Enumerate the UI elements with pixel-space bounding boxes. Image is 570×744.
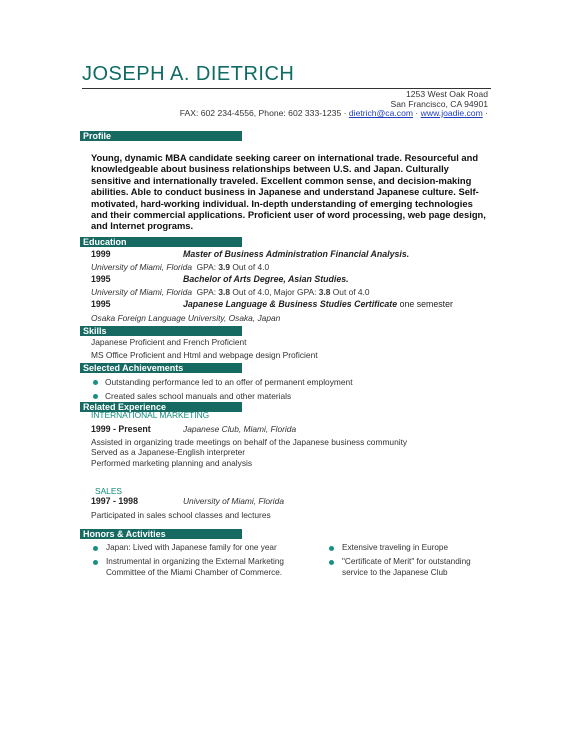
bullet-icon: [93, 560, 98, 565]
education-school: University of Miami, Florida GPA: 3.9 Out of 4.0: [91, 262, 270, 272]
website-link[interactable]: www.joadie.com: [420, 108, 483, 118]
email-link[interactable]: dietrich@ca.com: [348, 108, 414, 118]
experience-org: University of Miami, Florida: [183, 496, 284, 506]
experience-org: Japanese Club, Miami, Florida: [183, 424, 297, 434]
profile-summary: Young, dynamic MBA candidate seeking career on international trade. Resourceful and knowledgeable about business relationships between U.S. and Japan. Culturally sensitive and internationally traveled. Excellent common sense, and decision-making abilities. Able to conduct business in Japanese and understand Japanese culture. Self-motivated, hard-working individual. In-depth understanding of emerging technologies and their commercial applications. Proficient user of word processing, web page design, and Internet programs.: [91, 152, 486, 232]
achievement-item: Outstanding performance led to an offer of permanent employment: [93, 377, 353, 387]
phone-fax: FAX: 602 234-4556, Phone: 602 333-1235: [179, 108, 342, 118]
section-header-achievements: Selected Achievements: [80, 363, 242, 373]
honor-item: Japan: Lived with Japanese family for one year: [93, 543, 313, 554]
education-degree: Japanese Language & Business Studies Certificate one semester: [183, 299, 453, 309]
education-degree: Bachelor of Arts Degree, Asian Studies.: [183, 274, 349, 284]
section-header-education: Education: [80, 237, 242, 247]
experience-detail: Performed marketing planning and analysis: [91, 458, 253, 468]
section-header-skills: Skills: [80, 326, 242, 336]
contact-line: FAX: 602 234-4556, Phone: 602 333-1235 · dietrich@ca.com · www.joadie.com ·: [179, 108, 488, 118]
honor-item: "Certificate of Merit" for outstanding service to the Japanese Club: [329, 557, 499, 578]
education-school: University of Miami, Florida GPA: 3.8 Out of 4.0, Major GPA: 3.8 Out of 4.0: [91, 287, 370, 297]
experience-detail: Assisted in organizing trade meetings on behalf of the Japanese business community: [91, 437, 408, 447]
experience-detail: Served as a Japanese-English interpreter: [91, 447, 246, 457]
skill-item: MS Office Proficient and Html and webpage design Proficient: [91, 350, 318, 360]
education-year: 1995: [91, 274, 111, 284]
education-year: 1995: [91, 299, 111, 309]
bullet-icon: [93, 394, 98, 399]
education-school: Osaka Foreign Language University, Osaka, Japan: [91, 313, 281, 323]
candidate-name: JOSEPH A. DIETRICH: [82, 63, 295, 85]
experience-dates: 1997 - 1998: [91, 496, 138, 506]
experience-category: INTERNATIONAL MARKETING: [91, 410, 210, 420]
address-line-1: 1253 West Oak Road: [405, 89, 488, 99]
experience-category: SALES: [95, 486, 123, 496]
section-header-experience: Related Experience: [80, 402, 242, 412]
skill-item: Japanese Proficient and French Proficient: [91, 337, 247, 347]
bullet-icon: [329, 560, 334, 565]
bullet-icon: [329, 546, 334, 551]
experience-dates: 1999 - Present: [91, 424, 151, 434]
education-year: 1999: [91, 249, 111, 259]
honor-item: Extensive traveling in Europe: [329, 543, 499, 554]
education-degree: Master of Business Administration Financial Analysis.: [183, 249, 410, 259]
section-header-honors: Honors & Activities: [80, 529, 242, 539]
honor-item: Instrumental in organizing the External Marketing Committee of the Miami Chamber of Commerce.: [93, 557, 313, 578]
achievement-item: Created sales school manuals and other materials: [93, 391, 291, 401]
experience-detail: Participated in sales school classes and lectures: [91, 510, 271, 520]
bullet-icon: [93, 546, 98, 551]
address-line-2: San Francisco, CA 94901: [390, 99, 488, 109]
bullet-icon: [93, 380, 98, 385]
section-header-profile: Profile: [80, 131, 242, 141]
